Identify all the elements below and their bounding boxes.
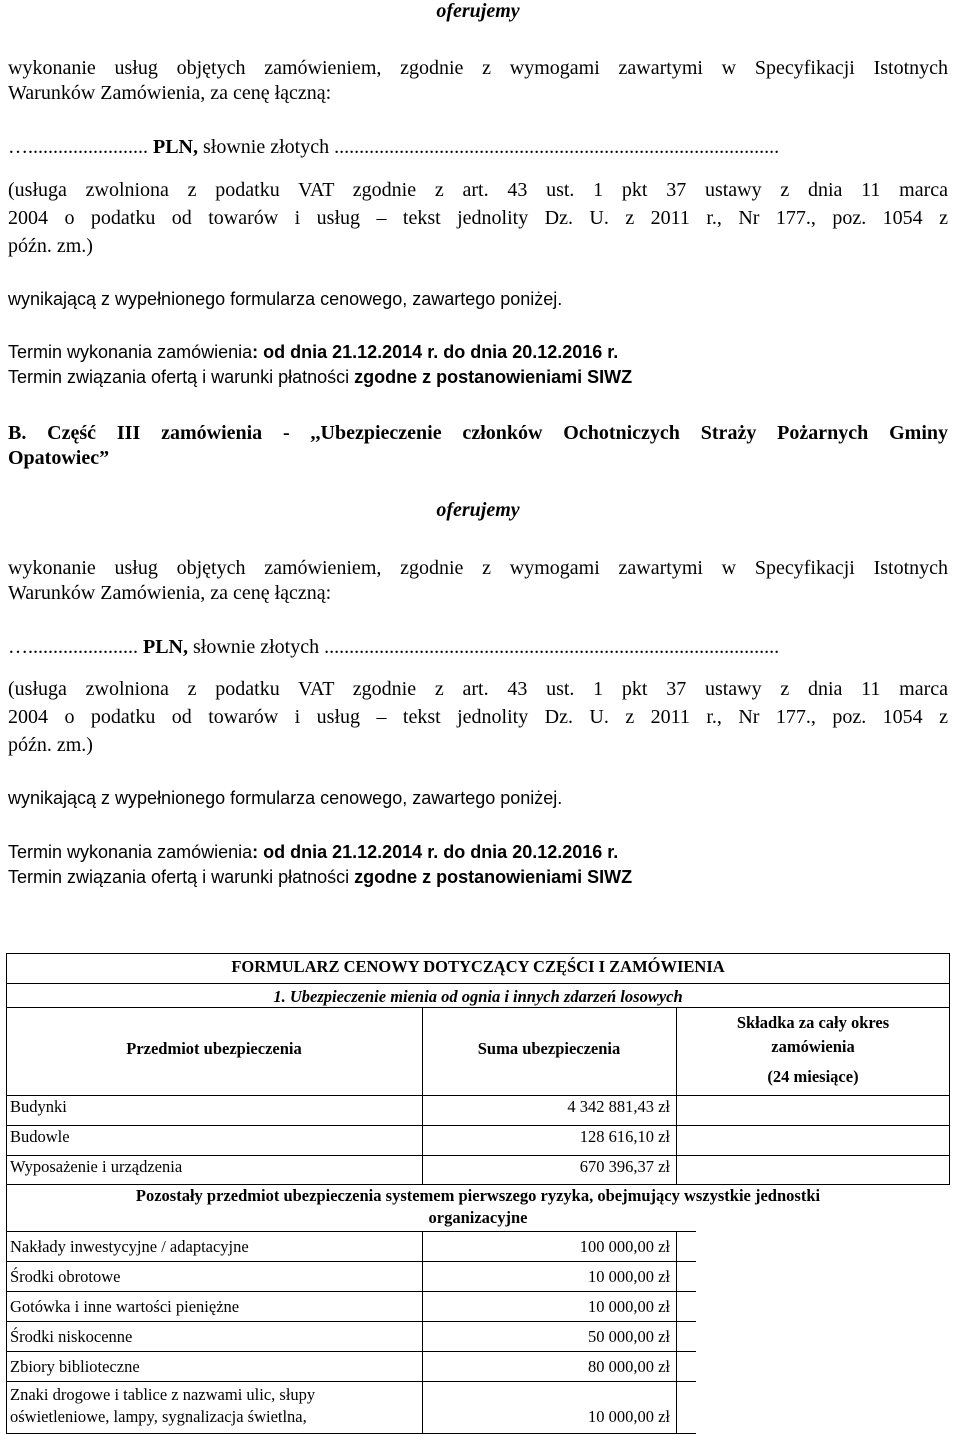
row-label: Budowle <box>10 1127 70 1146</box>
table-border <box>6 1291 696 1292</box>
row-label: Środki niskocenne <box>10 1327 133 1346</box>
table-border <box>6 1351 696 1352</box>
row-label: Zbiory biblioteczne <box>10 1357 140 1376</box>
table-border <box>6 1381 696 1382</box>
intro-text-line: wykonanie usług objętych zamówieniem, zgodnie z wymogami zawartymi w Specyfikacji Istotnych <box>8 557 948 579</box>
row-label: Gotówka i inne wartości pieniężne <box>10 1297 240 1316</box>
table-border <box>676 1007 677 1185</box>
form-reference-line: wynikającą z wypełnionego formularza cenowego, zawartego poniżej. <box>8 289 563 309</box>
term-label: Termin wykonania zamówienia <box>8 342 253 362</box>
oferujemy-heading: oferujemy <box>436 0 520 22</box>
term-line <box>8 339 948 365</box>
section-b-heading: B. Część III zamówienia - ,,Ubezpieczenie członków Ochotniczych Straży Pożarnych Gminy <box>8 422 948 444</box>
price-line <box>8 634 948 660</box>
form-reference-line: wynikającą z wypełnionego formularza cenowego, zawartego poniżej. <box>8 788 563 808</box>
column-header-premium: zamówienia <box>771 1037 855 1056</box>
row-value: 100 000,00 zł <box>579 1237 670 1256</box>
pln-label: PLN, <box>153 136 198 158</box>
column-header-premium: Składka za cały okres <box>736 1013 890 1032</box>
remaining-subject-header: Pozostały przedmiot ubezpieczenia systemem pierwszego ryzyka, obejmujący wszystkie jednostki <box>135 1186 821 1205</box>
row-value: 128 616,10 zł <box>579 1127 670 1146</box>
table-border <box>6 1125 950 1126</box>
table-border <box>6 1231 696 1232</box>
table-border <box>6 1095 950 1096</box>
table-border <box>6 1155 950 1156</box>
vat-note-line: (usługa zwolniona z podatku VAT zgodnie z art. 43 ust. 1 pkt 37 ustawy z dnia 11 marca <box>8 179 948 201</box>
row-label: Wyposażenie i urządzenia <box>10 1157 183 1176</box>
intro-text-line: Warunków Zamówienia, za cenę łączną: <box>8 582 332 604</box>
vat-note-line: późn. zm.) <box>8 734 93 756</box>
table-border <box>6 1261 696 1262</box>
term-label: Termin wykonania zamówienia <box>8 842 253 862</box>
binding-term-value: zgodne z postanowieniami SIWZ <box>354 867 633 887</box>
column-header-premium: (24 miesiące) <box>767 1067 859 1086</box>
table-border <box>6 1007 950 1008</box>
price-line <box>8 134 948 160</box>
column-header-subject: Przedmiot ubezpieczenia <box>126 1039 302 1058</box>
row-value: 670 396,37 zł <box>579 1157 670 1176</box>
term-value: : od dnia 21.12.2014 r. do dnia 20.12.2016 r. <box>252 342 619 362</box>
oferujemy-heading: oferujemy <box>436 499 520 521</box>
term-value: : od dnia 21.12.2014 r. do dnia 20.12.2016 r. <box>252 842 619 862</box>
table-border <box>6 1184 950 1185</box>
price-form-table <box>6 953 950 1434</box>
binding-term-label: Termin związania ofertą i warunki płatności <box>8 867 355 887</box>
table-border <box>6 983 950 984</box>
vat-note-line: późn. zm.) <box>8 235 93 257</box>
binding-term-label: Termin związania ofertą i warunki płatności <box>8 367 355 387</box>
section-b-heading: Opatowiec” <box>8 447 110 469</box>
row-label: oświetleniowe, lampy, sygnalizacja świetlna, <box>10 1407 307 1426</box>
column-header-sum: Suma ubezpieczenia <box>477 1039 621 1058</box>
row-label: Środki obrotowe <box>10 1267 121 1286</box>
row-label: Nakłady inwestycyjne / adaptacyjne <box>10 1237 249 1256</box>
row-label: Znaki drogowe i tablice z nazwami ulic, słupy <box>10 1385 316 1404</box>
vat-note-line: 2004 o podatku od towarów i usług – tekst jednolity Dz. U. z 2011 r., Nr 177., poz. 1054 z <box>8 706 948 728</box>
row-value: 80 000,00 zł <box>587 1357 670 1376</box>
table-border <box>6 1321 696 1322</box>
vat-note-line: 2004 o podatku od towarów i usług – tekst jednolity Dz. U. z 2011 r., Nr 177., poz. 1054 z <box>8 207 948 229</box>
pln-label: PLN, <box>143 636 188 658</box>
price-words: słownie złotych ......................................................................................... <box>198 136 780 158</box>
binding-term-line <box>8 864 948 890</box>
row-label: Budynki <box>10 1097 67 1116</box>
row-value: 50 000,00 zł <box>587 1327 670 1346</box>
price-dots: …...................... <box>8 636 143 658</box>
vat-note-line: (usługa zwolniona z podatku VAT zgodnie z art. 43 ust. 1 pkt 37 ustawy z dnia 11 marca <box>8 678 948 700</box>
table-border <box>6 953 950 954</box>
row-value: 10 000,00 zł <box>587 1267 670 1286</box>
table-border <box>676 1231 677 1433</box>
row-value: 4 342 881,43 zł <box>567 1097 670 1116</box>
binding-term-line <box>8 364 948 390</box>
remaining-subject-header: organizacyjne <box>428 1208 528 1227</box>
binding-term-value: zgodne z postanowieniami SIWZ <box>354 367 633 387</box>
intro-text-line: wykonanie usług objętych zamówieniem, zgodnie z wymogami zawartymi w Specyfikacji Istotnych <box>8 57 948 79</box>
price-dots: …........................ <box>8 136 153 158</box>
row-value: 10 000,00 zł <box>587 1297 670 1316</box>
row-value: 10 000,00 zł <box>587 1407 670 1426</box>
term-line <box>8 839 948 865</box>
intro-text-line: Warunków Zamówienia, za cenę łączną: <box>8 82 332 104</box>
form-title: FORMULARZ CENOWY DOTYCZĄCY CZĘŚCI I ZAMÓWIENIA <box>231 957 725 976</box>
price-words: słownie złotych ........................................................................................... <box>188 636 780 658</box>
form-subtitle: 1. Ubezpieczenie mienia od ognia i innych zdarzeń losowych <box>273 987 683 1006</box>
